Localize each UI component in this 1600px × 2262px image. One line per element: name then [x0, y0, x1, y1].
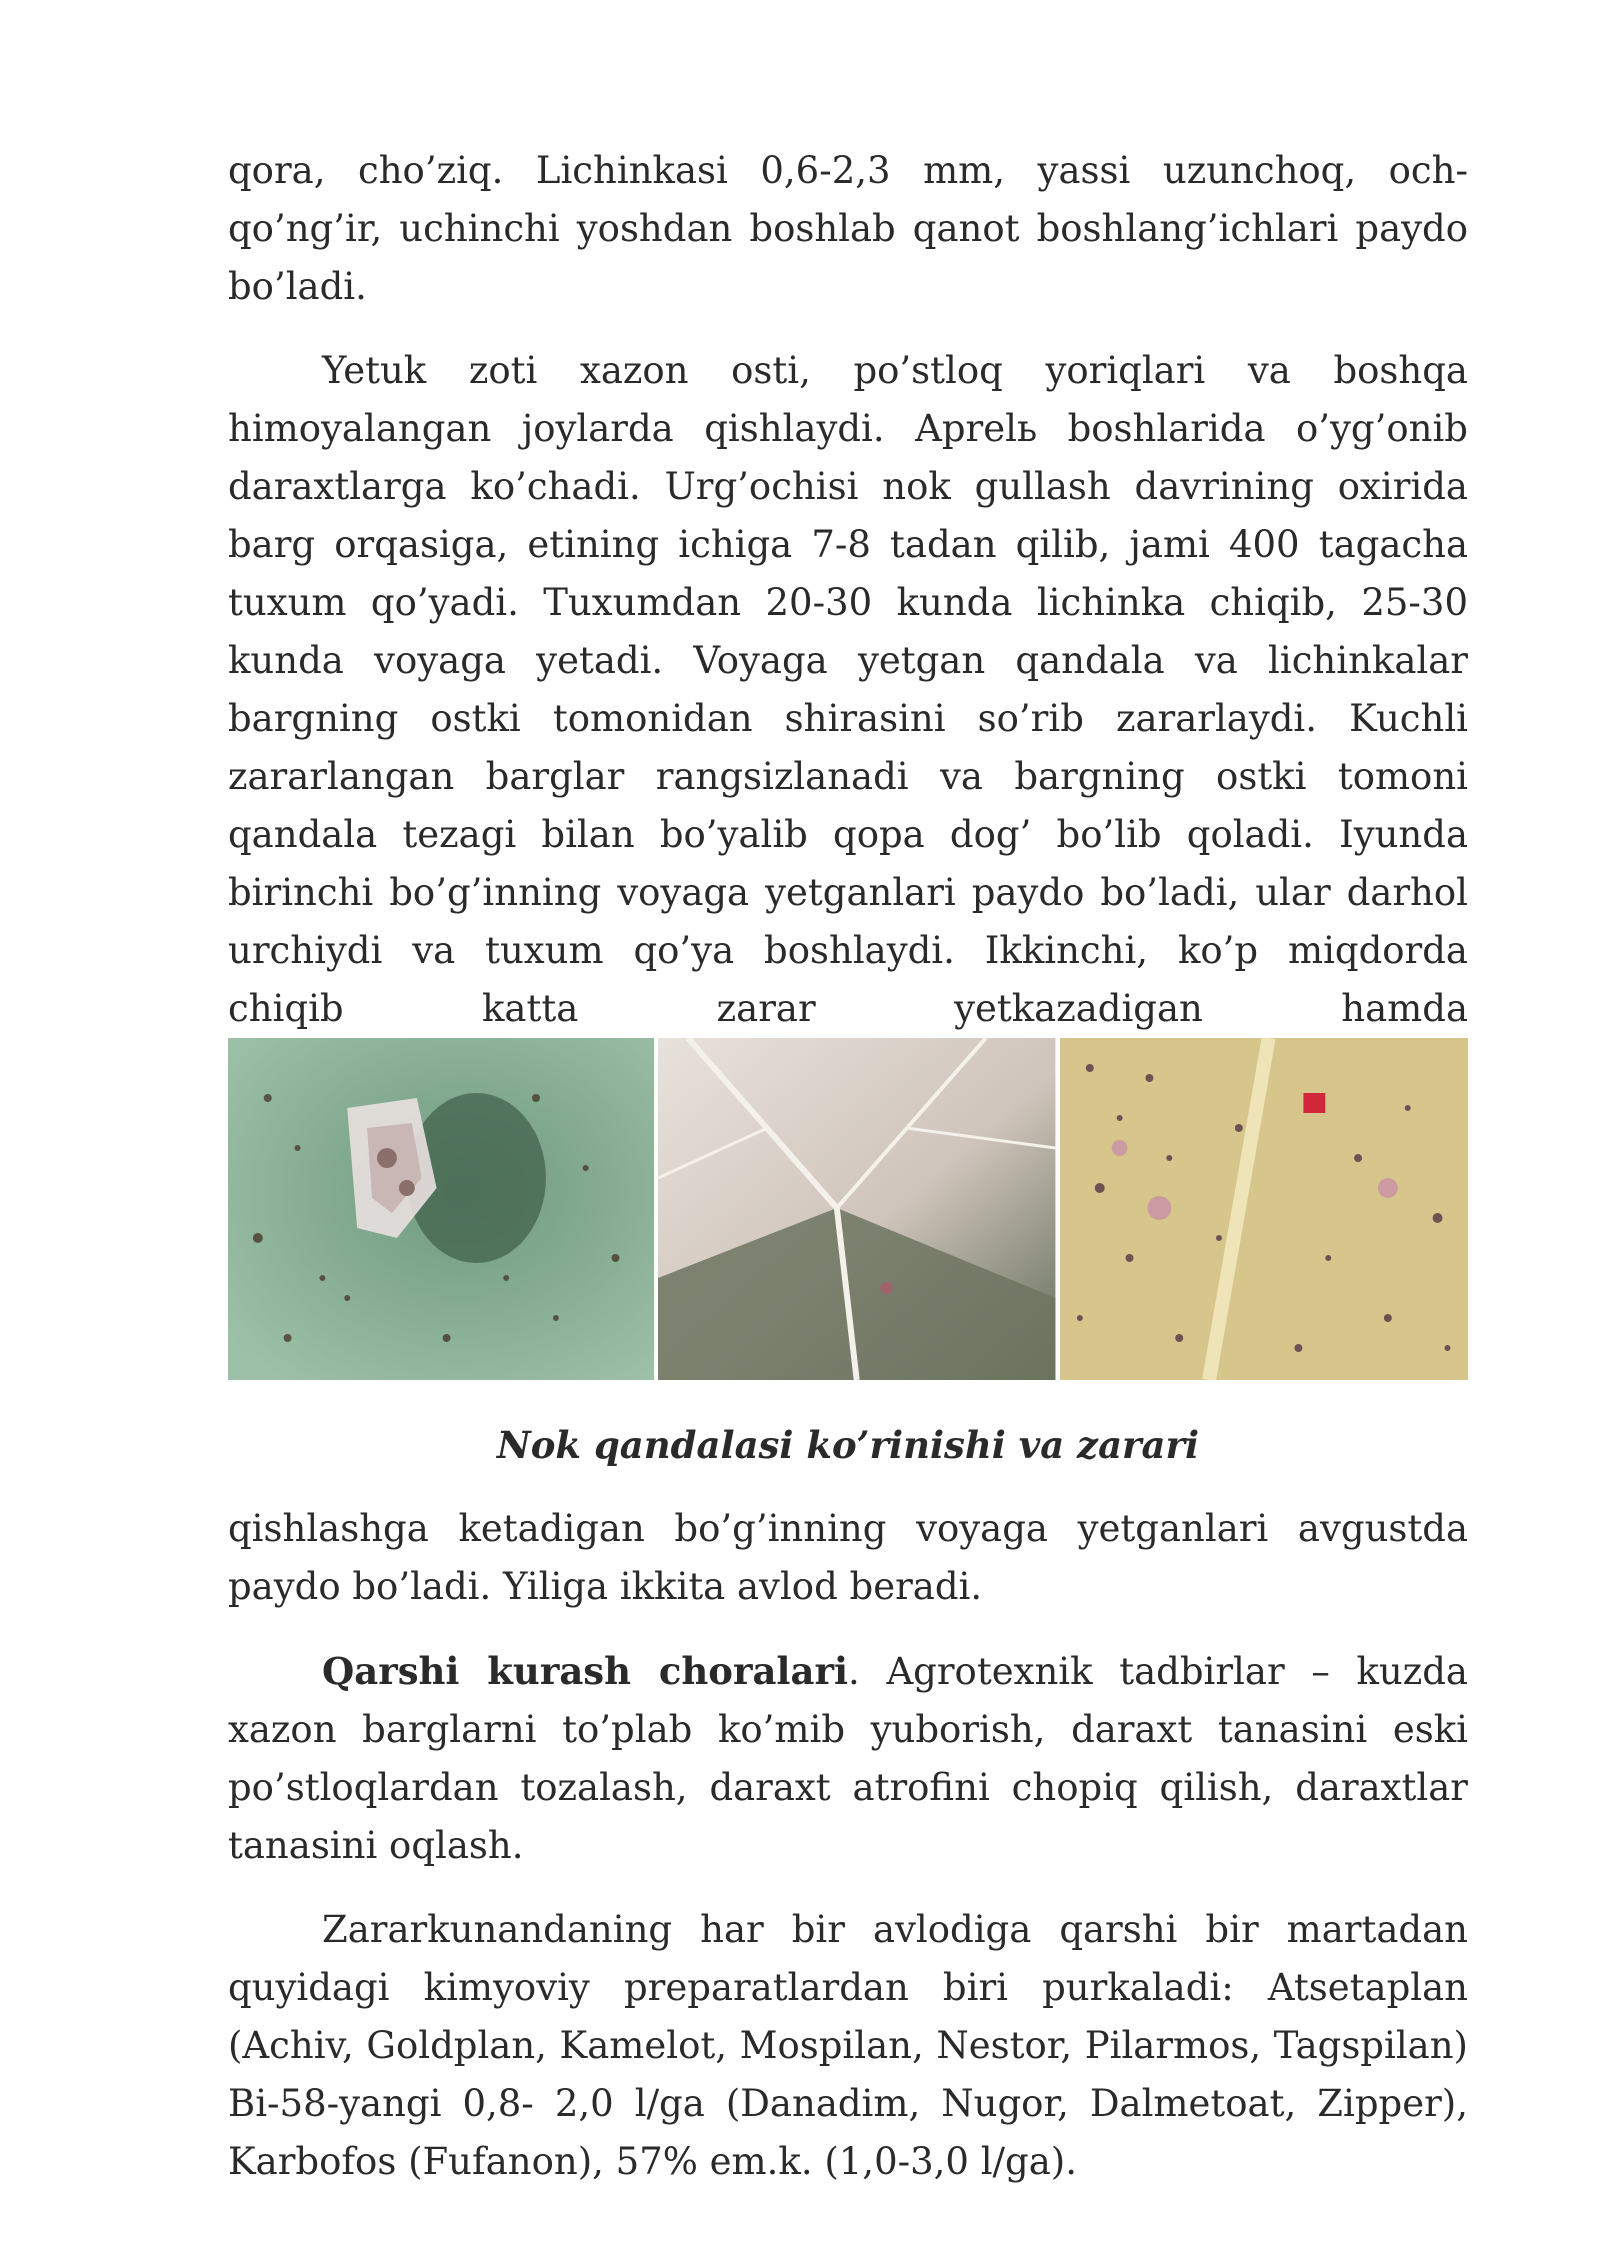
paragraph-second-generation: qishlashga ketadigan bo’g’inning voyaga yetganlari avgustda paydo bo’ladi. Yiliga ikkita avlod beradi.	[228, 1507, 1468, 1608]
control-measures-heading: Qarshi kurash choralari	[322, 1649, 848, 1693]
photo-spotted-leaf	[1060, 1038, 1468, 1380]
control-measures-text: . Agrotexnik tadbirlar – kuzda xazon barglarni to’plab ko’mib yuborish, daraxt tanasini eski po’stloqlardan tozalash, daraxt atrofini chopiq qilish, daraxtlar tanasini oqlash.	[228, 1650, 1468, 1867]
paragraph-life-cycle: Yetuk zoti xazon osti, po’stloq yoriqlari va boshqa himoyalangan joylarda qishlaydi. Aprelь boshlarida o’yg’onib daraxtlarga ko’chadi. Urg’ochisi nok gullash davrining oxirida barg orqasiga, etining ichiga 7-8 tadan qilib, jami 400 tagacha tuxum qo’yadi. Tuxumdan 20-30 kunda lichinka chiqib, 25-30 kunda voyaga yetadi. Voyaga yetgan qandala va lichinkalar bargning ostki tomonidan shirasini so’rib zararlaydi. Kuchli zararlangan barglar rangsizlanadi va bargning ostki tomoni qandala tezagi bilan bo’yalib qopa dog’ bo’lib qoladi. Iyunda birinchi bo’g’inning voyaga yetganlari paydo bo’ladi, ular darhol urchiydi va tuxum qo’ya boshlaydi. Ikkinchi, ko’p miqdorda chiqib katta zarar yetkazadigan hamda	[228, 349, 1468, 1030]
paragraph-larva-description: qora, cho’ziq. Lichinkasi 0,6-2,3 mm, yassi uzunchoq, och-qo’ng’ir, uchinchi yoshdan boshlab qanot boshlang’ichlari paydo bo’ladi.	[228, 149, 1468, 308]
photo-adult-bug	[228, 1038, 654, 1380]
photo-damaged-leaf	[658, 1038, 1055, 1380]
paragraph-control-measures	[228, 1642, 1468, 1875]
figure-caption: Nok qandalasi ko’rinishi va zarari	[496, 1423, 1200, 1467]
pear-bug-figure	[228, 1038, 1468, 1380]
paragraph-chemical-treatment: Zararkunandaning har bir avlodiga qarshi bir martadan quyidagi kimyoviy preparatlardan biri purkaladi: Atsetaplan (Achiv, Goldplan, Kamelot, Mospilan, Nestor, Pilarmos, Tagspilan) Bi-58-yangi 0,8- 2,0 l/ga (Danadim, Nugor, Dalmetoat, Zipper), Karbofos (Fufanon), 57% em.k. (1,0-3,0 l/ga).	[228, 1908, 1468, 2183]
document-page	[228, 142, 1468, 2217]
